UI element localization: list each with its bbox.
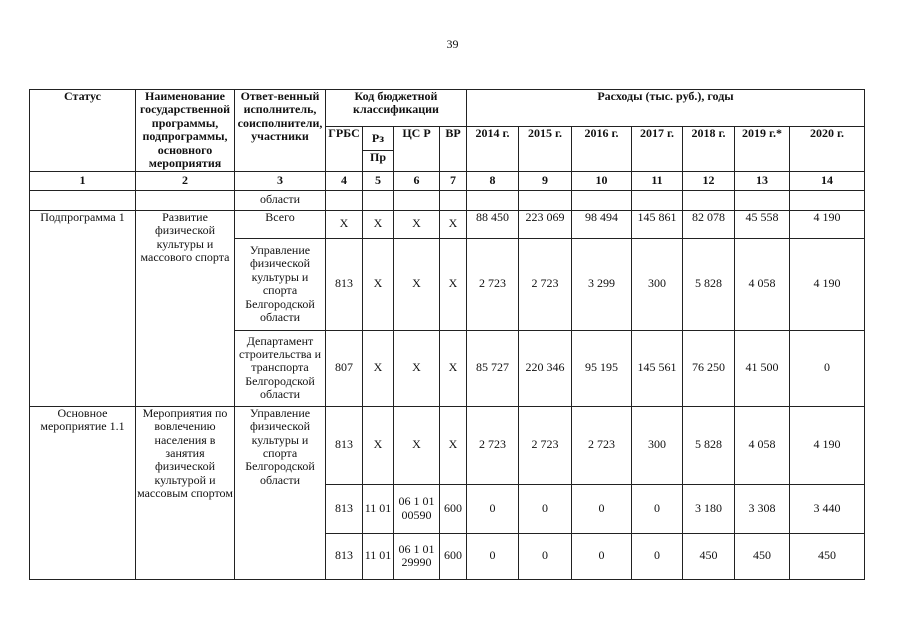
empty-cell bbox=[790, 190, 865, 210]
rzpr-cell: Х bbox=[363, 406, 394, 484]
value-cell: 0 bbox=[467, 533, 519, 579]
vr-cell: 600 bbox=[440, 484, 467, 533]
value-cell: 0 bbox=[790, 330, 865, 406]
value-cell: 0 bbox=[519, 533, 572, 579]
header-year-2015: 2015 г. bbox=[519, 127, 572, 172]
column-number: 13 bbox=[735, 171, 790, 190]
empty-cell bbox=[326, 190, 363, 210]
csr-cell: Х bbox=[394, 210, 440, 238]
value-cell: 0 bbox=[632, 533, 683, 579]
value-cell: 0 bbox=[632, 484, 683, 533]
column-number: 2 bbox=[136, 171, 235, 190]
empty-cell bbox=[735, 190, 790, 210]
empty-cell bbox=[467, 190, 519, 210]
table-row bbox=[30, 210, 865, 238]
value-cell: 300 bbox=[632, 238, 683, 330]
value-cell: 0 bbox=[572, 484, 632, 533]
value-cell: 145 561 bbox=[632, 330, 683, 406]
value-cell: 3 308 bbox=[735, 484, 790, 533]
grbs-cell: 813 bbox=[326, 484, 363, 533]
column-number: 14 bbox=[790, 171, 865, 190]
status-cell: Подпрограмма 1 bbox=[30, 210, 136, 406]
value-cell: 2 723 bbox=[572, 406, 632, 484]
column-number: 4 bbox=[326, 171, 363, 190]
name-cell: Мероприятия по вовлечению населения в занятия физической культурой и массовым спортом bbox=[136, 406, 235, 579]
csr-cell: 06 1 01 00590 bbox=[394, 484, 440, 533]
value-cell: 3 299 bbox=[572, 238, 632, 330]
empty-cell bbox=[30, 190, 136, 210]
column-number-row bbox=[30, 171, 865, 190]
vr-cell: Х bbox=[440, 330, 467, 406]
column-number: 1 bbox=[30, 171, 136, 190]
value-cell: 450 bbox=[790, 533, 865, 579]
continuation-row bbox=[30, 190, 865, 210]
table-row bbox=[30, 406, 865, 484]
column-number: 7 bbox=[440, 171, 467, 190]
value-cell: 76 250 bbox=[683, 330, 735, 406]
name-cell: Развитие физической культуры и массового спорта bbox=[136, 210, 235, 406]
value-cell: 0 bbox=[519, 484, 572, 533]
executor-cell: Всего bbox=[235, 210, 326, 238]
rzpr-cell: 11 01 bbox=[363, 484, 394, 533]
grbs-cell: 813 bbox=[326, 238, 363, 330]
column-number: 6 bbox=[394, 171, 440, 190]
header-name: Наименование государственной программы, подпрограммы, основного мероприятия bbox=[136, 90, 235, 172]
header-year-2014: 2014 г. bbox=[467, 127, 519, 172]
header-status: Статус bbox=[30, 90, 136, 172]
page-number: 39 bbox=[446, 37, 459, 51]
header-expenses: Расходы (тыс. руб.), годы bbox=[467, 90, 865, 127]
value-cell: 5 828 bbox=[683, 406, 735, 484]
column-number: 11 bbox=[632, 171, 683, 190]
executor-cell: Управление физической культуры и спорта Белгородской области bbox=[235, 406, 326, 579]
value-cell: 3 180 bbox=[683, 484, 735, 533]
value-cell: 2 723 bbox=[467, 406, 519, 484]
csr-cell: Х bbox=[394, 238, 440, 330]
csr-cell: Х bbox=[394, 330, 440, 406]
value-cell: 5 828 bbox=[683, 238, 735, 330]
column-number: 9 bbox=[519, 171, 572, 190]
value-cell: 2 723 bbox=[467, 238, 519, 330]
header-year-2020: 2020 г. bbox=[790, 127, 865, 172]
status-cell: Основное мероприятие 1.1 bbox=[30, 406, 136, 579]
executor-cell: Департамент строительства и транспорта Белгородской области bbox=[235, 330, 326, 406]
empty-cell bbox=[136, 190, 235, 210]
value-cell: 4 190 bbox=[790, 238, 865, 330]
header-year-2019: 2019 г.* bbox=[735, 127, 790, 172]
column-number: 8 bbox=[467, 171, 519, 190]
rzpr-cell: 11 01 bbox=[363, 533, 394, 579]
column-number: 3 bbox=[235, 171, 326, 190]
value-cell: 4 058 bbox=[735, 406, 790, 484]
grbs-cell: 807 bbox=[326, 330, 363, 406]
header-year-2018: 2018 г. bbox=[683, 127, 735, 172]
value-cell: 145 861 bbox=[632, 210, 683, 238]
header-grbs: ГРБС bbox=[326, 127, 363, 172]
empty-cell bbox=[394, 190, 440, 210]
header-vr: ВР bbox=[440, 127, 467, 172]
rzpr-cell: Х bbox=[363, 238, 394, 330]
csr-cell: 06 1 01 29990 bbox=[394, 533, 440, 579]
empty-cell bbox=[519, 190, 572, 210]
grbs-cell: Х bbox=[326, 210, 363, 238]
column-number: 12 bbox=[683, 171, 735, 190]
value-cell: 450 bbox=[683, 533, 735, 579]
executor-cell: Управление физической культуры и спорта Белгородской области bbox=[235, 238, 326, 330]
column-number: 10 bbox=[572, 171, 632, 190]
value-cell: 2 723 bbox=[519, 238, 572, 330]
value-cell: 4 190 bbox=[790, 406, 865, 484]
value-cell: 0 bbox=[467, 484, 519, 533]
grbs-cell: 813 bbox=[326, 533, 363, 579]
header-year-2017: 2017 г. bbox=[632, 127, 683, 172]
value-cell: 82 078 bbox=[683, 210, 735, 238]
vr-cell: 600 bbox=[440, 533, 467, 579]
header-csr: ЦС Р bbox=[394, 127, 440, 172]
rzpr-cell: Х bbox=[363, 210, 394, 238]
budget-table bbox=[29, 89, 865, 580]
value-cell: 220 346 bbox=[519, 330, 572, 406]
header-year-2016: 2016 г. bbox=[572, 127, 632, 172]
value-cell: 95 195 bbox=[572, 330, 632, 406]
value-cell: 98 494 bbox=[572, 210, 632, 238]
vr-cell: Х bbox=[440, 210, 467, 238]
column-number: 5 bbox=[363, 171, 394, 190]
rzpr-cell: Х bbox=[363, 330, 394, 406]
value-cell: 3 440 bbox=[790, 484, 865, 533]
header-pr: Пр bbox=[363, 150, 394, 171]
grbs-cell: 813 bbox=[326, 406, 363, 484]
vr-cell: Х bbox=[440, 238, 467, 330]
header-executor: Ответ-венный исполнитель, соисполнители, участники bbox=[235, 90, 326, 172]
csr-cell: Х bbox=[394, 406, 440, 484]
empty-cell bbox=[572, 190, 632, 210]
header-budget-code: Код бюджетной классификации bbox=[326, 90, 467, 127]
value-cell: 4 058 bbox=[735, 238, 790, 330]
empty-cell bbox=[440, 190, 467, 210]
header-row-1 bbox=[30, 90, 865, 127]
vr-cell: Х bbox=[440, 406, 467, 484]
continuation-text: области bbox=[235, 190, 326, 210]
value-cell: 41 500 bbox=[735, 330, 790, 406]
empty-cell bbox=[683, 190, 735, 210]
empty-cell bbox=[632, 190, 683, 210]
value-cell: 4 190 bbox=[790, 210, 865, 238]
value-cell: 45 558 bbox=[735, 210, 790, 238]
value-cell: 0 bbox=[572, 533, 632, 579]
value-cell: 300 bbox=[632, 406, 683, 484]
value-cell: 450 bbox=[735, 533, 790, 579]
header-rz: Рз bbox=[363, 127, 394, 151]
value-cell: 2 723 bbox=[519, 406, 572, 484]
value-cell: 223 069 bbox=[519, 210, 572, 238]
value-cell: 88 450 bbox=[467, 210, 519, 238]
empty-cell bbox=[363, 190, 394, 210]
value-cell: 85 727 bbox=[467, 330, 519, 406]
